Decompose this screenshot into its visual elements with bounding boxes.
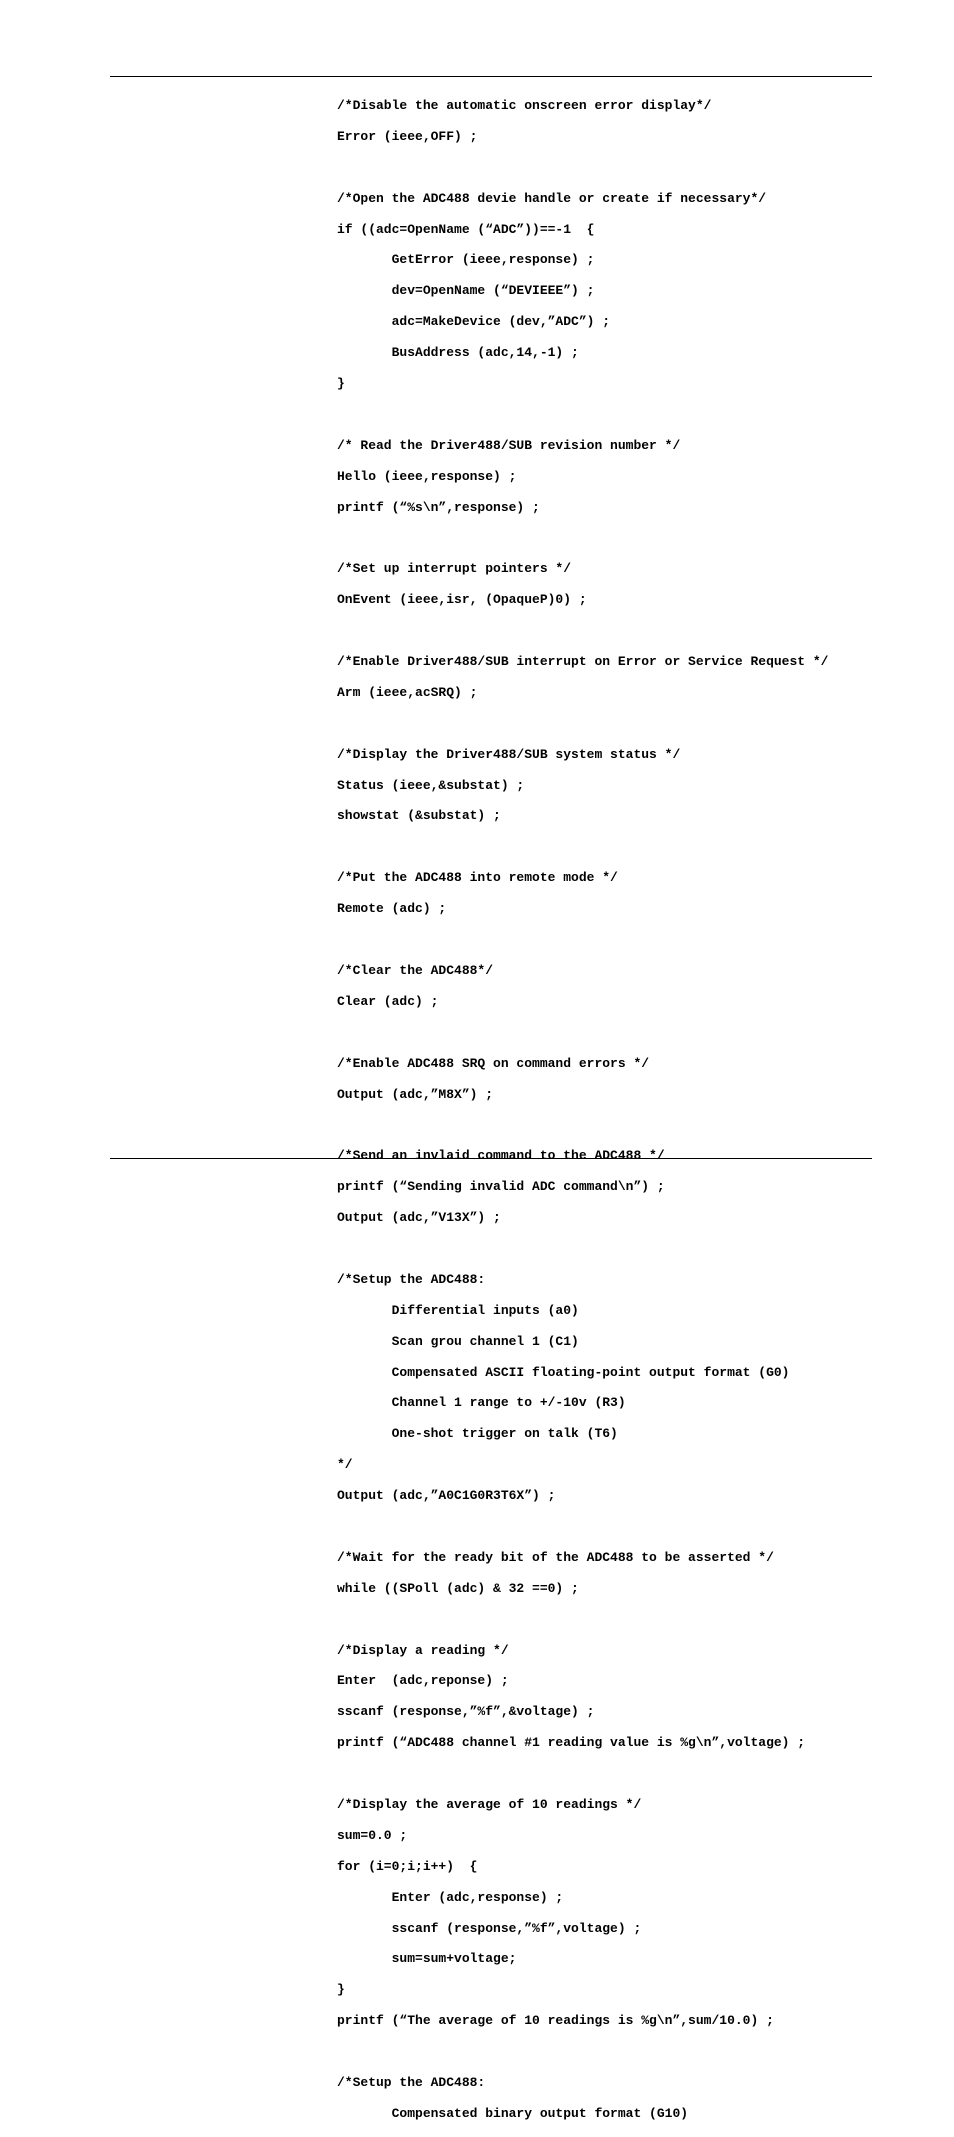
code-line: } [337,376,345,392]
code-line: adc=MakeDevice (dev,”ADC”) ; [337,314,611,330]
code-line [337,623,828,639]
code-line: Output (adc,”M8X”) ; [337,1086,494,1102]
code-line: Enter (adc,reponse) ; [337,1673,509,1689]
code-line [337,932,828,948]
code-line: One-shot trigger on talk (T6) [337,1426,618,1442]
code-line: Differential inputs (a0) [337,1302,579,1318]
code-line [337,2044,828,2060]
code-line: Scan grou channel 1 (C1) [337,1333,579,1349]
code-line: /*Setup the ADC488: [337,2075,486,2090]
code-line: printf (“Sending invalid ADC command\n”) ; [337,1179,665,1195]
code-line: sscanf (response,”%f”,voltage) ; [337,1920,642,1936]
code-line [337,530,828,546]
code-line: OnEvent (ieee,isr, (OpaqueP)0) ; [337,592,587,608]
code-line [337,716,828,732]
code-line: /*Enable Driver488/SUB interrupt on Error or Service Request */ [337,654,829,670]
code-line: Clear (adc) ; [337,993,439,1009]
code-line: /*Open the ADC488 devie handle or create if necessary*/ [337,190,767,206]
code-line: /* Read the Driver488/SUB revision number */ [337,437,681,453]
header-rule [110,76,872,77]
code-line: printf (“%s\n”,response) ; [337,499,540,515]
code-line: Output (adc,”V13X”) ; [337,1210,501,1226]
code-line: Channel 1 range to +/-10v (R3) [337,1395,626,1411]
code-line: if ((adc=OpenName (“ADC”))==-1 { [337,221,595,237]
code-line [337,1117,828,1133]
code-line: /*Set up interrupt pointers */ [337,561,572,577]
code-line: /*Display the Driver488/SUB system status */ [337,746,681,762]
code-line: printf (“ADC488 channel #1 reading value is %g\n”,voltage) ; [337,1735,806,1751]
code-line: Error (ieee,OFF) ; [337,128,478,144]
footer-rule [110,1158,872,1159]
code-line: BusAddress (adc,14,-1) ; [337,345,579,361]
code-line: /*Display the average of 10 readings */ [337,1796,642,1812]
code-line: sscanf (response,”%f”,&voltage) ; [337,1704,595,1720]
code-line: Arm (ieee,acSRQ) ; [337,684,478,700]
code-line: /*Put the ADC488 into remote mode */ [337,870,618,886]
code-line: showstat (&substat) ; [337,808,501,824]
code-line: Hello (ieee,response) ; [337,468,517,484]
code-line: /*Wait for the ready bit of the ADC488 to be asserted */ [337,1549,774,1565]
code-line [337,1241,828,1257]
code-line: dev=OpenName (“DEVIEEE”) ; [337,283,595,299]
code-line: Compensated ASCII floating-point output format (G0) [337,1364,790,1380]
code-line [337,407,828,423]
code-line: Remote (adc) ; [337,901,447,917]
code-line: while ((SPoll (adc) & 32 ==0) ; [337,1580,579,1596]
code-line: /*Send an invlaid command to the ADC488 */ [337,1148,665,1164]
code-line: */ [337,1457,353,1473]
code-line: sum=0.0 ; [337,1827,408,1843]
code-line: Status (ieee,&substat) ; [337,777,525,793]
code-line: Enter (adc,response) ; [337,1889,564,1905]
code-line: printf (“The average of 10 readings is %g\n”,sum/10.0) ; [337,2013,774,2029]
code-line: } [337,1982,345,1998]
code-line [337,1025,828,1041]
code-line: Output (adc,”A0C1G0R3T6X”) ; [337,1488,556,1504]
code-line [337,1766,828,1782]
code-line: /*Setup the ADC488: [337,1271,486,1287]
code-line: for (i=0;i;i++) { [337,1858,478,1874]
code-line: /*Enable ADC488 SRQ on command errors */ [337,1055,650,1071]
code-line [337,160,828,176]
code-line [337,1519,828,1535]
code-line: GetError (ieee,response) ; [337,252,595,268]
code-line: sum=sum+voltage; [337,1951,517,1967]
code-line: /*Clear the ADC488*/ [337,962,494,978]
code-line [337,839,828,855]
code-listing [337,98,828,2137]
code-line: /*Display a reading */ [337,1642,509,1658]
code-line: Compensated binary output format (G10) [337,2105,689,2121]
code-line [337,1612,828,1628]
code-line: /*Disable the automatic onscreen error display*/ [337,98,712,113]
